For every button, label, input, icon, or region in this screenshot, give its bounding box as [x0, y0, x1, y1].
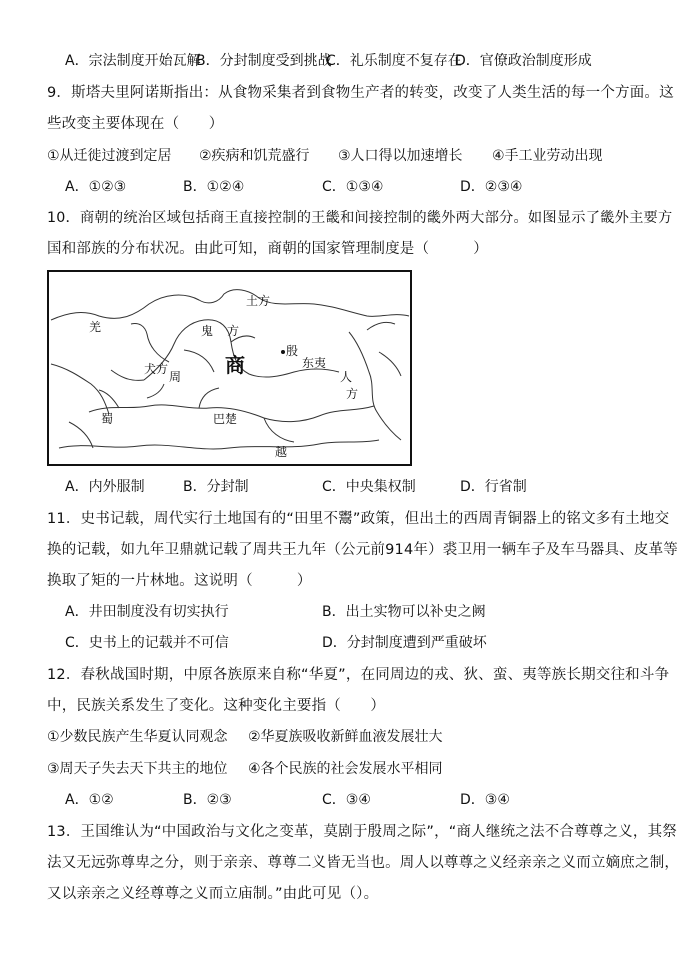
map-label-dongyi: 东夷	[302, 356, 327, 370]
q9-stem-line2: 些改变主要体现在（ ）	[47, 116, 224, 132]
map-label-zhou: 周	[169, 370, 182, 384]
q12-option-d: D．③④	[460, 792, 510, 808]
map-label-yue: 越	[275, 445, 288, 459]
q11-stem-line1: 11．史书记载，周代实行土地国有的“田里不鬻”政策，但出土的西周青铜器上的铭文多有土地交	[47, 511, 670, 527]
q10-stem-line2: 国和部族的分布状况。由此可知，商朝的国家管理制度是（ ）	[47, 241, 488, 257]
q9-option-a: A．①②③	[65, 179, 127, 195]
q12-option-c: C．③④	[322, 792, 371, 808]
q11-stem-line2: 换的记载，如九年卫鼎就记载了周共王九年（公元前914年）裘卫用一辆车子及车马器具、皮革等	[47, 542, 678, 558]
q11-option-b: B．出土实物可以补史之阙	[322, 604, 486, 620]
shang-territory-map	[47, 270, 412, 466]
q10-stem-line1: 10．商朝的统治区域包括商王直接控制的王畿和间接控制的畿外两大部分。如图显示了畿外主要方	[47, 210, 673, 226]
q8-option-c: C．礼乐制度不复存在	[326, 53, 462, 69]
q13-stem-line3: 又以亲亲之义经尊尊之义而立庙制。”由此可见（）。	[47, 886, 379, 902]
q8-option-a: A．宗法制度开始瓦解	[65, 53, 201, 69]
map-label-renfang-ren: 人	[340, 370, 353, 384]
q8-option-b: B．分封制度受到挑战	[196, 53, 332, 69]
q10-option-b: B．分封制	[183, 479, 249, 495]
map-label-qiang: 羌	[89, 320, 102, 334]
q13-stem-line2: 法又无远弥尊卑之分，则于亲亲、尊尊二义皆无当也。周人以尊尊之义经亲亲之义而立嫡庶之制，	[47, 855, 680, 871]
map-label-shang: 商	[225, 353, 245, 377]
q12-item-1: ①少数民族产生华夏认同观念	[47, 729, 228, 745]
q12-item-3: ③周天子失去天下共主的地位	[47, 761, 228, 777]
map-label-tufang: 土方	[246, 294, 271, 308]
q13-stem-line1: 13．王国维认为“中国政治与文化之变革，莫剧于殷周之际”，“商人继统之法不合尊尊之义，其祭	[47, 824, 677, 840]
q12-item-4: ④各个民族的社会发展水平相同	[248, 761, 443, 777]
q11-stem-line3: 换取了矩的一片林地。这说明（ ）	[47, 573, 312, 589]
q11-option-d: D．分封制度遭到严重破坏	[322, 635, 487, 651]
q9-item-1: ①从迁徙过渡到定居	[47, 148, 172, 164]
q9-option-b: B．①②④	[183, 179, 245, 195]
q11-option-a: A．井田制度没有切实执行	[65, 604, 229, 620]
map-label-bachu: 巴楚	[213, 412, 238, 426]
q9-item-3: ③人口得以加速增长	[338, 148, 463, 164]
q12-option-b: B．②③	[183, 792, 232, 808]
map-label-gui: 鬼	[201, 324, 214, 338]
q9-option-d: D．②③④	[460, 179, 523, 195]
q9-option-c: C．①③④	[322, 179, 384, 195]
q8-option-d: D．官僚政治制度形成	[455, 53, 592, 69]
q11-option-c: C．史书上的记载并不可信	[65, 635, 229, 651]
q9-stem-line1: 9．斯塔夫里阿诺斯指出：从食物采集者到食物生产者的转变，改变了人类生活的每一个方面。这	[47, 85, 674, 101]
map-label-fang: 方	[227, 324, 240, 338]
q10-option-d: D．行省制	[460, 479, 527, 495]
map-label-yin: 殷	[286, 344, 299, 358]
q10-option-c: C．中央集权制	[322, 479, 416, 495]
q12-stem-line2: 中，民族关系发生了变化。这种变化主要指（ ）	[47, 698, 386, 714]
q10-option-a: A．内外服制	[65, 479, 145, 495]
q9-item-2: ②疾病和饥荒盛行	[199, 148, 310, 164]
map-label-shu: 蜀	[101, 412, 114, 426]
map-label-renfang-fang: 方	[346, 387, 359, 401]
q9-item-4: ④手工业劳动出现	[492, 148, 603, 164]
q12-item-2: ②华夏族吸收新鲜血液发展壮大	[248, 729, 443, 745]
q12-stem-line1: 12．春秋战国时期，中原各族原来自称“华夏”，在同周边的戎、狄、蛮、夷等族长期交往和斗争	[47, 667, 670, 683]
map-label-quanfang: 犬方	[144, 362, 169, 376]
q12-option-a: A．①②	[65, 792, 114, 808]
